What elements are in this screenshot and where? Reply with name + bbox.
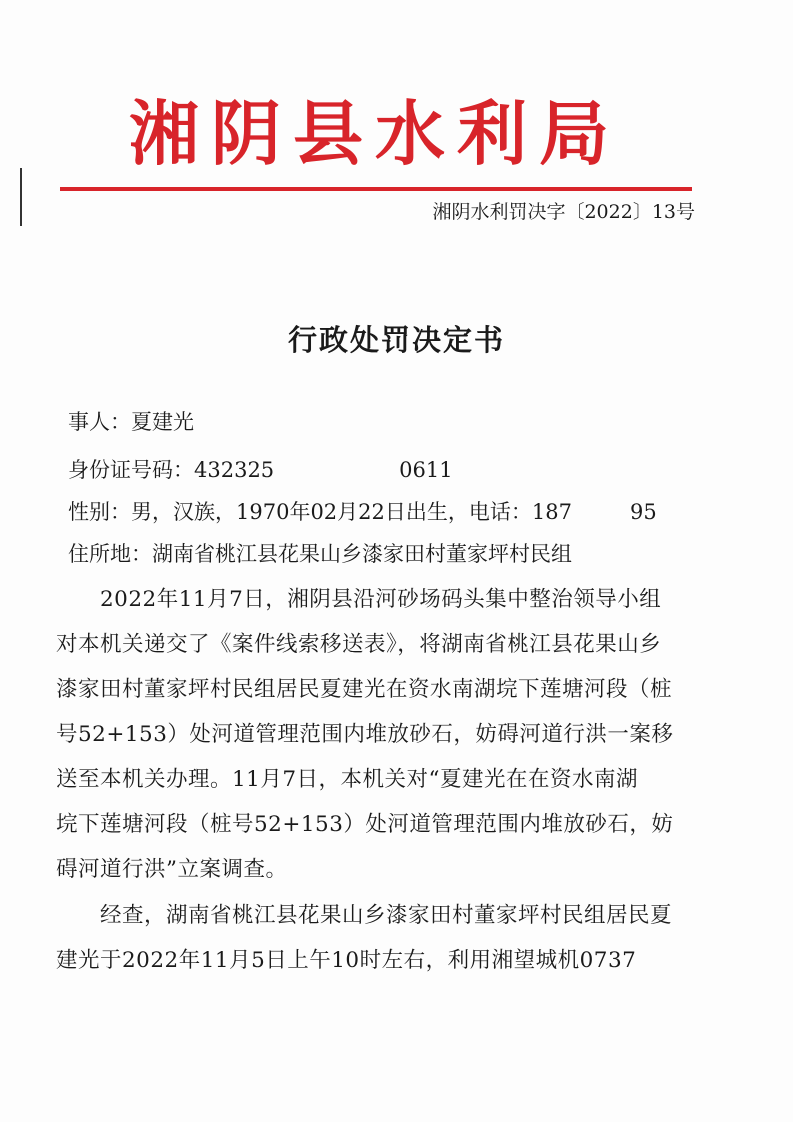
para1-line: 垸下莲塘河段（桩号52+153）处河道管理范围内堆放砂石，妨	[56, 812, 674, 837]
para1-line: 2022年11月7日，湘阴县沿河砂场码头集中整治领导小组	[56, 587, 662, 612]
case-paragraph-2	[56, 893, 716, 983]
party-name-text: 事人：夏建光	[68, 410, 194, 434]
red-header-rule	[60, 187, 692, 191]
para2-line: 经查，湖南省桃江县花果山乡漆家田村董家坪村民组居民夏	[56, 903, 673, 928]
document-number: 湘阴水利罚决字〔2022〕13号	[432, 201, 695, 223]
scan-edge-mark	[20, 168, 22, 226]
id-number-suffix: 0611	[399, 458, 453, 482]
para1-line: 漆家田村董家坪村民组居民夏建光在资水南湖垸下莲塘河段（桩	[56, 677, 673, 702]
bio-line	[68, 494, 657, 530]
para1-line: 碍河道行洪”立案调查。	[56, 857, 288, 882]
case-paragraph-1	[56, 577, 716, 892]
id-number-line	[68, 452, 453, 488]
phone-suffix: 95	[629, 500, 657, 524]
bio-text: 性别：男，汉族，1970年02月22日出生，电话：187	[68, 500, 572, 524]
document-title: 行政处罚决定书	[287, 323, 505, 357]
para1-line: 号52+153）处河道管理范围内堆放砂石，妨碍河道行洪一案移	[56, 722, 674, 747]
issuing-authority-header: 湘阴县水利局	[129, 92, 621, 175]
address-line	[68, 536, 572, 572]
id-number-prefix: 身份证号码：432325	[68, 458, 275, 482]
para2-line: 建光于2022年11月5日上午10时左右，利用湘望城机0737	[56, 948, 637, 973]
para1-line: 对本机关递交了《案件线索移送表》，将湖南省桃江县花果山乡	[56, 632, 662, 657]
para1-line: 送至本机关办理。11月7日，本机关对“夏建光在在资水南湖	[56, 767, 639, 792]
address-text: 住所地：湖南省桃江县花果山乡漆家田村董家坪村民组	[68, 542, 572, 566]
party-name-line	[68, 404, 194, 440]
